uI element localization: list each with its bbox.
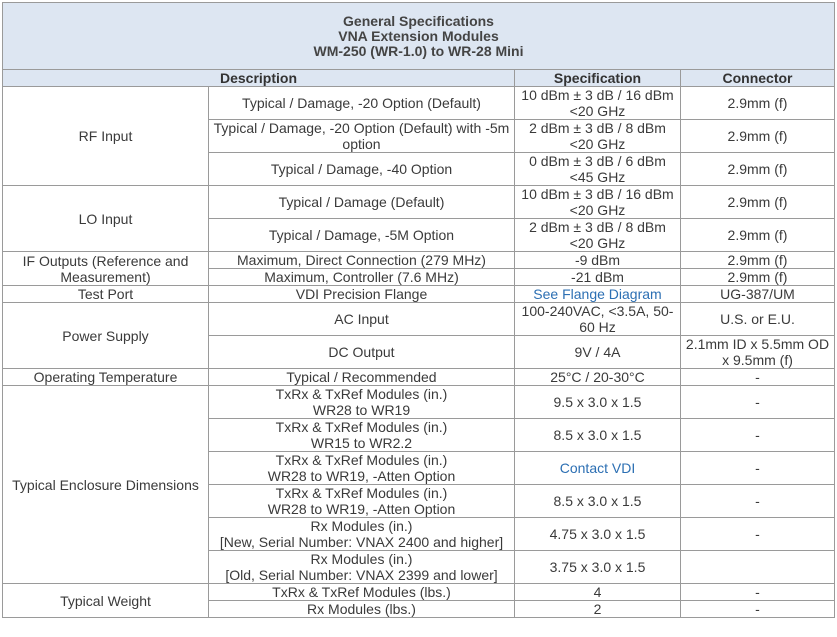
rf-input-desc-3: Typical / Damage, -40 Option (209, 153, 515, 186)
rf-input-desc-1: Typical / Damage, -20 Option (Default) (209, 87, 515, 120)
rf-input-spec-1: 10 dBm ± 3 dB / 16 dBm <20 GHz (515, 87, 681, 120)
if-outputs-conn-1: 2.9mm (f) (681, 252, 835, 269)
title-row (3, 3, 835, 70)
if-outputs-desc-2: Maximum, Controller (7.6 MHz) (209, 269, 515, 286)
rf-input-conn-1: 2.9mm (f) (681, 87, 835, 120)
enclosure-conn-5: - (681, 518, 835, 551)
if-outputs-desc-1: Maximum, Direct Connection (279 MHz) (209, 252, 515, 269)
enclosure-desc-6b: [Old, Serial Number: VNAX 2399 and lower] (225, 567, 498, 583)
enclosure-conn-4: - (681, 485, 835, 518)
enclosure-label: Typical Enclosure Dimensions (3, 386, 209, 584)
weight-conn-1: - (681, 584, 835, 601)
power-supply-label: Power Supply (3, 303, 209, 369)
title-line-1: General Specifications (343, 12, 494, 29)
test-port-conn: UG-387/UM (681, 286, 835, 303)
table-row (3, 369, 835, 386)
operating-temp-spec: 25°C / 20-30°C (515, 369, 681, 386)
rf-input-desc-2: Typical / Damage, -20 Option (Default) with -5m option (209, 120, 515, 153)
enclosure-conn-3: - (681, 452, 835, 485)
if-outputs-spec-1: -9 dBm (515, 252, 681, 269)
lo-input-desc-1: Typical / Damage (Default) (209, 186, 515, 219)
enclosure-desc-2 (209, 419, 515, 452)
if-outputs-spec-2: -21 dBm (515, 269, 681, 286)
power-supply-spec-2: 9V / 4A (515, 336, 681, 369)
header-connector: Connector (681, 70, 835, 87)
flange-diagram-link[interactable]: See Flange Diagram (515, 286, 681, 303)
enclosure-desc-4b: WR28 to WR19, -Atten Option (267, 501, 456, 517)
operating-temp-conn: - (681, 369, 835, 386)
power-supply-conn-2: 2.1mm ID x 5.5mm OD x 9.5mm (f) (681, 336, 835, 369)
enclosure-spec-6: 3.75 x 3.0 x 1.5 (515, 551, 681, 584)
enclosure-spec-1: 9.5 x 3.0 x 1.5 (515, 386, 681, 419)
enclosure-desc-2a: TxRx & TxRef Modules (in.) (275, 419, 448, 435)
table-row (3, 303, 835, 336)
rf-input-label: RF Input (3, 87, 209, 186)
enclosure-spec-5: 4.75 x 3.0 x 1.5 (515, 518, 681, 551)
enclosure-spec-4: 8.5 x 3.0 x 1.5 (515, 485, 681, 518)
enclosure-desc-3a: TxRx & TxRef Modules (in.) (275, 452, 448, 468)
weight-label: Typical Weight (3, 584, 209, 618)
enclosure-spec-2: 8.5 x 3.0 x 1.5 (515, 419, 681, 452)
header-specification: Specification (515, 70, 681, 87)
header-description: Description (3, 70, 515, 87)
contact-vdi-link[interactable]: Contact VDI (515, 452, 681, 485)
table-row (3, 386, 835, 419)
enclosure-desc-1b: WR28 to WR19 (312, 402, 411, 418)
enclosure-desc-6 (209, 551, 515, 584)
enclosure-desc-1 (209, 386, 515, 419)
enclosure-conn-2: - (681, 419, 835, 452)
rf-input-spec-3: 0 dBm ± 3 dB / 6 dBm <45 GHz (515, 153, 681, 186)
enclosure-desc-5b: [New, Serial Number: VNAX 2400 and higher] (219, 534, 504, 550)
weight-desc-1: TxRx & TxRef Modules (lbs.) (209, 584, 515, 601)
table-row (3, 252, 835, 269)
lo-input-spec-2: 2 dBm ± 3 dB / 8 dBm <20 GHz (515, 219, 681, 252)
lo-input-spec-1: 10 dBm ± 3 dB / 16 dBm <20 GHz (515, 186, 681, 219)
spec-table (2, 2, 835, 618)
power-supply-desc-2: DC Output (209, 336, 515, 369)
enclosure-conn-1: - (681, 386, 835, 419)
enclosure-desc-1a: TxRx & TxRef Modules (in.) (275, 386, 448, 402)
lo-input-conn-2: 2.9mm (f) (681, 219, 835, 252)
operating-temp-desc: Typical / Recommended (209, 369, 515, 386)
lo-input-label: LO Input (3, 186, 209, 252)
enclosure-desc-5 (209, 518, 515, 551)
title-line-2: VNA Extension Modules (338, 27, 499, 44)
enclosure-desc-2b: WR15 to WR2.2 (310, 435, 413, 451)
lo-input-desc-2: Typical / Damage, -5M Option (209, 219, 515, 252)
power-supply-conn-1: U.S. or E.U. (681, 303, 835, 336)
enclosure-conn-6 (681, 551, 835, 584)
test-port-desc: VDI Precision Flange (209, 286, 515, 303)
weight-conn-2: - (681, 601, 835, 618)
weight-spec-1: 4 (515, 584, 681, 601)
enclosure-desc-3 (209, 452, 515, 485)
table-row (3, 286, 835, 303)
weight-spec-2: 2 (515, 601, 681, 618)
rf-input-spec-2: 2 dBm ± 3 dB / 8 dBm <20 GHz (515, 120, 681, 153)
enclosure-desc-6a: Rx Modules (in.) (310, 551, 413, 567)
table-row (3, 87, 835, 120)
enclosure-desc-4a: TxRx & TxRef Modules (in.) (275, 485, 448, 501)
lo-input-conn-1: 2.9mm (f) (681, 186, 835, 219)
enclosure-desc-5a: Rx Modules (in.) (310, 518, 413, 534)
enclosure-desc-3b: WR28 to WR19, -Atten Option (267, 468, 456, 484)
rf-input-conn-3: 2.9mm (f) (681, 153, 835, 186)
power-supply-spec-1: 100-240VAC, <3.5A, 50-60 Hz (515, 303, 681, 336)
enclosure-desc-4 (209, 485, 515, 518)
power-supply-desc-1: AC Input (209, 303, 515, 336)
if-outputs-label: IF Outputs (Reference and Measurement) (3, 252, 209, 286)
table-row (3, 186, 835, 219)
weight-desc-2: Rx Modules (lbs.) (209, 601, 515, 618)
rf-input-conn-2: 2.9mm (f) (681, 120, 835, 153)
operating-temp-label: Operating Temperature (3, 369, 209, 386)
test-port-label: Test Port (3, 286, 209, 303)
if-outputs-conn-2: 2.9mm (f) (681, 269, 835, 286)
title-line-3: WM-250 (WR-1.0) to WR-28 Mini (313, 42, 524, 59)
header-row (3, 70, 835, 87)
table-title (3, 3, 835, 70)
table-row (3, 584, 835, 601)
